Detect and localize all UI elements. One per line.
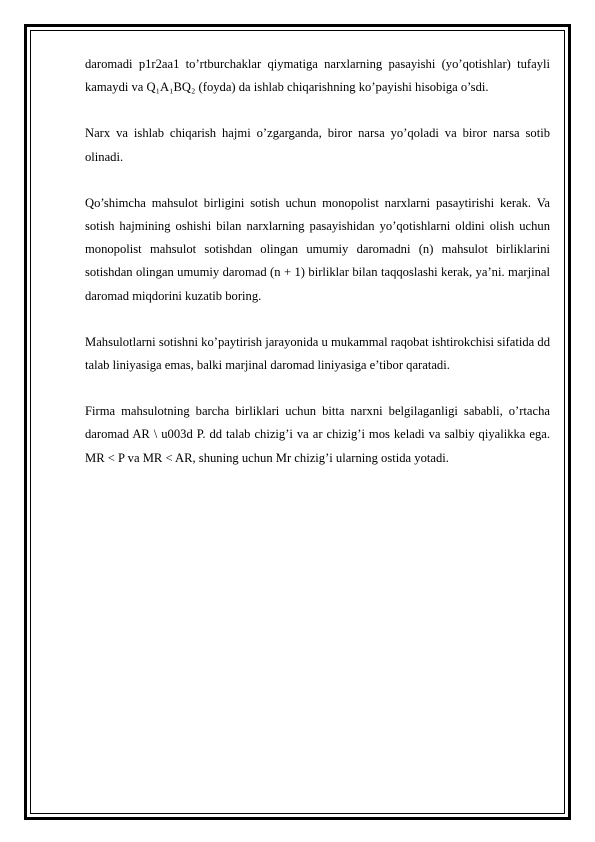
paragraph-5: Firma mahsulotning barcha birliklari uchun bitta narxni belgilaganligi sababli, o’rtacha daromad AR \ u003d P. dd talab chizig’i va ar chizig’i mos keladi va salbiy qiyalikka ega. MR < P va MR < AR, shuning uchun Mr chizig’i ularning ostida yotadi. [85,404,550,465]
paragraph-2: Narx va ishlab chiqarish hajmi o’zgarganda, biror narsa yo’qoladi va biror narsa sotib olinadi. [85,126,550,164]
paragraph-3: Qo’shimcha mahsulot birligini sotish uchun monopolist narxlarni pasaytirishi kerak. Va sotish hajmining oshishi bilan narxlarning pasayishidan yo’qotishlarni oldini olish uchun monopolist mahsulot sotishdan olingan umumiy daromadni (n) mahsulot birliklarini sotishdan olingan umumiy daromad (n + 1) birliklar bilan taqqoslashi kerak, ya’ni. marjinal daromad miqdorini kuzatib boring. [85,195,550,303]
document-body [85,53,550,493]
paragraph-4: Mahsulotlarni sotishni ko’paytirish jarayonida u mukammal raqobat ishtirokchisi sifatida dd talab liniyasiga emas, balki marjinal daromad liniyasiga e’tibor qaratadi. [85,334,550,373]
paragraph-1: daromadi p1r2aa1 to’rtburchaklar qiymatiga narxlarning pasayishi (yo’qotishlar) tufayli kamaydi va Q₁A₁BQ₂ (foyda) da ishlab chiqarishning ko’payishi hisobiga o’sdi. [85,57,550,95]
